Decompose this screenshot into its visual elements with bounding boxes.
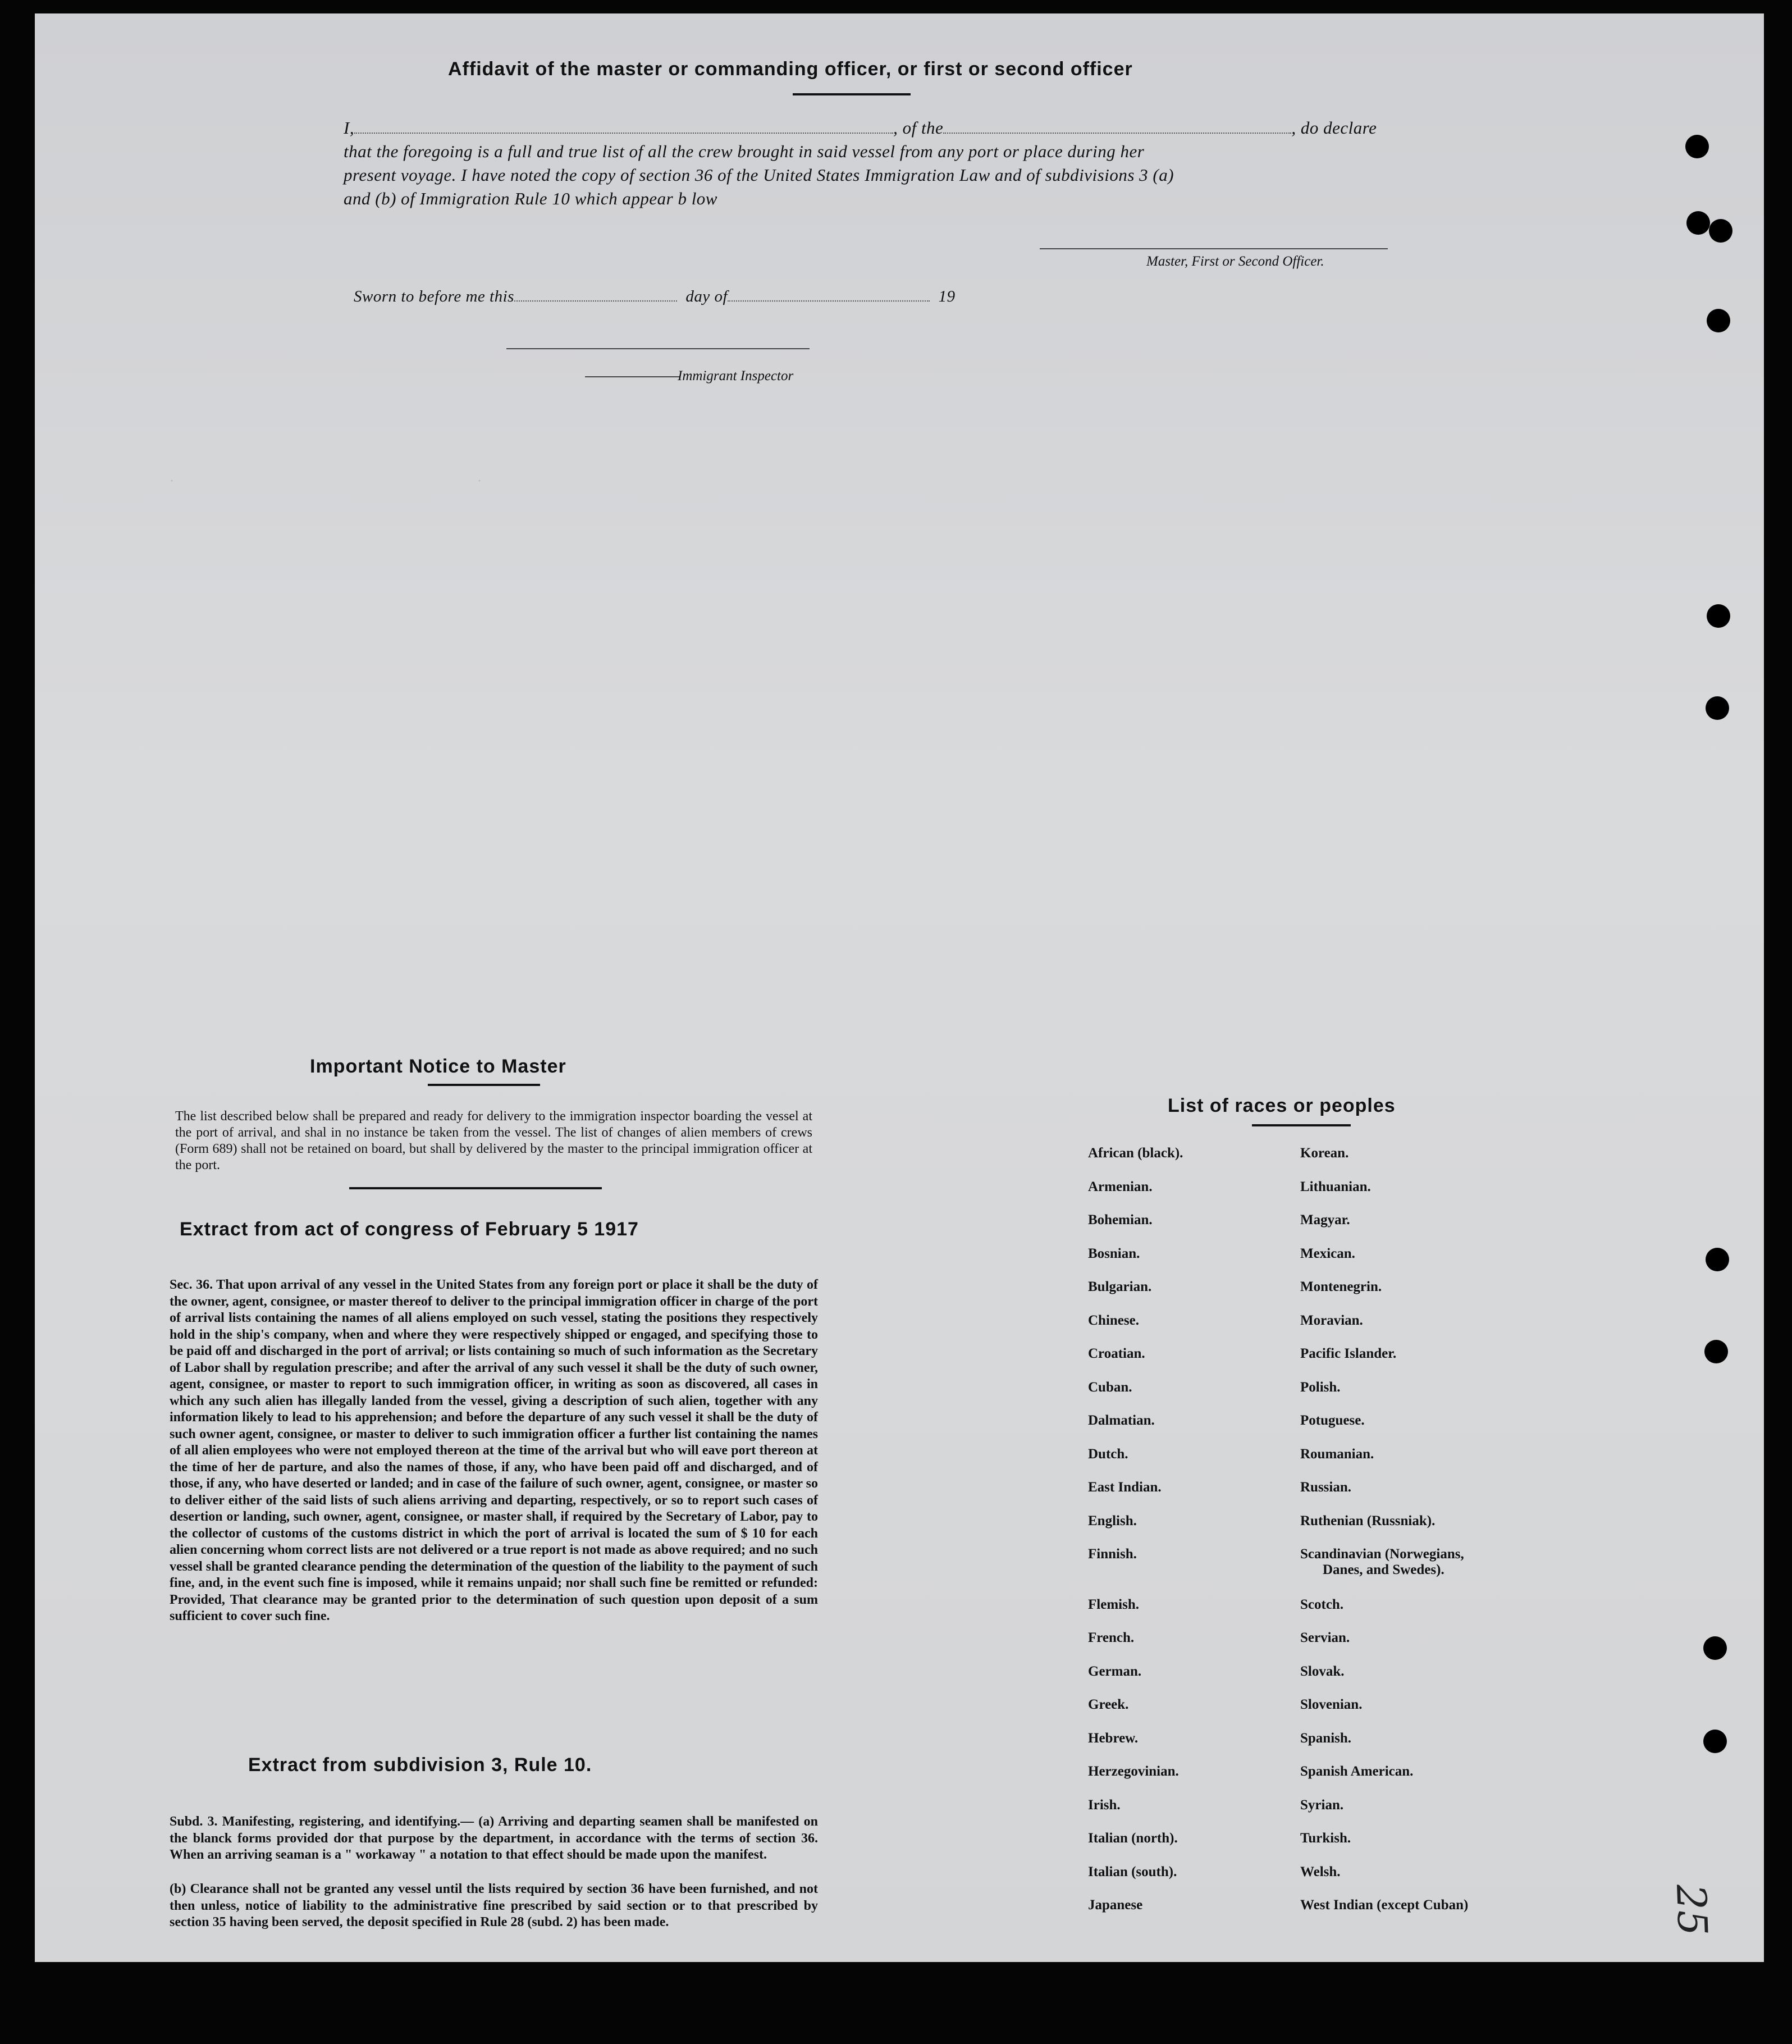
race-item: Bulgarian. xyxy=(1088,1279,1152,1294)
binder-hole xyxy=(1685,135,1709,158)
race-item: Servian. xyxy=(1300,1630,1350,1645)
sworn-day-blank[interactable] xyxy=(514,300,677,302)
race-item: Welsh. xyxy=(1300,1864,1341,1879)
race-item: Irish. xyxy=(1088,1797,1121,1813)
inspector-signature-line[interactable] xyxy=(506,348,810,349)
race-item: Scandinavian (Norwegians, xyxy=(1300,1546,1464,1562)
extract-act-heading: Extract from act of congress of February 5 1917 xyxy=(180,1219,639,1240)
extract-act-body: Sec. 36. That upon arrival of any vessel in the United States from any foreign port or place it shall be the duty of the owner, agent, consignee, or master thereof to deliver to the principal immigration officer in charge of the port of arrival lists containing the names of all aliens employed on such vessel, stating the positions they respectively hold in the ship's company, when and where they were respectively shipped or engaged, and specifying those to be paid off and discharged in the port of arrival; or lists containing so much of such information as the Secretary of Labor shall by regulation prescribe; and after the arrival of any such vessel it shall be the duty of such owner, agent, consignee, or master to report to such immigration officer, in writing as soon as discovered, all cases in which any such alien has illegally landed from the vessel, giving a description of such alien, together with any information likely to lead to his apprehension; and before the departure of any such vessel it shall be the duty of such owner agent, consignee, or master to deliver to such immigration officer a further list containing the names of all alien employees who were not employed thereon at the time of the arrival but who will eave port thereon at the time of her de parture, and also the names of those, if any, who have been paid off and discharged, and of those, if any, who have deserted or landed; and in case of the failure of such owner, agent, consignee, or master so to deliver either of the said lists of such aliens arriving and departing, respectively, or so to report such cases of desertion or landing, such owner, agent, consignee, or master shall, if required by the Secretary of Labor, pay to the collector of customs of the customs district in which the port of arrival is located the sum of $ 10 for each alien concerning whom correct lists are not delivered or a true report is not made as above required; and no such vessel shall be granted clearance pending the determination of the question of the liability to the payment of such fine, and, in the event such fine is imposed, while it remains unpaid; nor shall such fine be remitted or refunded: Provided, That clearance may be granted prior to the determination of such question upon deposit of a sum sufficient to cover such fine. xyxy=(170,1278,818,1623)
sworn-month-blank[interactable] xyxy=(728,300,930,302)
race-item: Scotch. xyxy=(1300,1596,1344,1612)
race-item: Bosnian. xyxy=(1088,1245,1140,1261)
binder-hole xyxy=(1706,696,1729,720)
race-item: Japanese xyxy=(1088,1897,1143,1913)
affidavit-of-the: , of the xyxy=(893,118,944,138)
race-item: Finnish. xyxy=(1088,1546,1137,1562)
race-item: West Indian (except Cuban) xyxy=(1300,1897,1469,1913)
affidavit-line-1 xyxy=(344,118,1377,138)
manifest-sheet-back xyxy=(35,13,1764,1962)
inspector-signature-line-2 xyxy=(585,376,680,377)
notice-heading-rule xyxy=(428,1084,540,1086)
affidavit-i: I, xyxy=(344,118,355,138)
sworn-text: Sworn to before me this xyxy=(354,288,514,305)
binder-hole xyxy=(1709,219,1732,243)
page-number: 25 xyxy=(1667,1883,1717,1937)
race-item: Slovak. xyxy=(1300,1663,1345,1679)
bleed-through-text: · · xyxy=(170,474,482,489)
sworn-year: 19 xyxy=(938,288,956,305)
affidavit-heading-rule xyxy=(793,93,911,95)
race-item: Croatian. xyxy=(1088,1346,1145,1361)
affidavit-heading: Affidavit of the master or commanding officer, or first or second officer xyxy=(448,58,1133,80)
race-item: Bohemian. xyxy=(1088,1212,1153,1228)
race-item: Spanish American. xyxy=(1300,1764,1414,1779)
race-item: African (black). xyxy=(1088,1146,1183,1161)
binder-hole xyxy=(1703,1636,1727,1660)
race-item: Polish. xyxy=(1300,1379,1341,1395)
binder-hole xyxy=(1704,1340,1728,1363)
race-item: Flemish. xyxy=(1088,1596,1139,1612)
race-item: Italian (north). xyxy=(1088,1831,1178,1846)
race-item: Mexican. xyxy=(1300,1245,1355,1261)
race-item: Armenian. xyxy=(1088,1179,1153,1194)
master-signature-label: Master, First or Second Officer. xyxy=(1146,254,1324,269)
extract-rule-body-a: Subd. 3. Manifesting, registering, and identifying.— (a) Arriving and departing seamen shall be manifested on the blanck forms provided dor that purpose by the department, in accordance with the terms of section 36. When an arriving seaman is a " workaway " a notation to that effect should be made upon the manifest. xyxy=(170,1814,818,1862)
race-item: Turkish. xyxy=(1300,1831,1351,1846)
race-item: Ruthenian (Russniak). xyxy=(1300,1513,1436,1529)
binder-hole xyxy=(1707,604,1730,628)
race-item: Dalmatian. xyxy=(1088,1413,1155,1428)
race-item: Russian. xyxy=(1300,1480,1352,1495)
race-item: Pacific Islander. xyxy=(1300,1346,1397,1361)
sworn-line xyxy=(354,288,956,306)
race-item: Moravian. xyxy=(1300,1312,1363,1328)
binder-hole xyxy=(1706,1248,1729,1271)
binder-hole xyxy=(1703,1730,1727,1753)
separator-rule xyxy=(349,1187,602,1189)
race-item: Dutch. xyxy=(1088,1446,1128,1462)
binder-hole xyxy=(1707,309,1730,332)
race-item: Roumanian. xyxy=(1300,1446,1374,1462)
race-item: Danes, and Swedes). xyxy=(1323,1562,1444,1577)
race-item: Italian (south). xyxy=(1088,1864,1177,1879)
race-item: Chinese. xyxy=(1088,1312,1139,1328)
notice-heading: Important Notice to Master xyxy=(310,1056,566,1077)
affidavit-line-3: present voyage. I have noted the copy of section 36 of the United States Immigration Law and of subdivisions 3 (a) xyxy=(344,165,1174,185)
notice-body: The list described below shall be prepared and ready for delivery to the immigration inspector boarding the vessel at the port of arrival, and shal in no instance be taken from the vessel. The list of changes of alien members of crews (Form 689) shall not be retained on board, but shall by delivered by the master to the principal immigration officer at the port. xyxy=(175,1109,812,1172)
affidavit-line-4: and (b) of Immigration Rule 10 which appear b low xyxy=(344,189,717,208)
race-item: Lithuanian. xyxy=(1300,1179,1371,1194)
race-item: Magyar. xyxy=(1300,1212,1350,1228)
race-item: Herzegovinian. xyxy=(1088,1764,1179,1779)
race-item: Syrian. xyxy=(1300,1797,1344,1813)
affidavit-do-declare: , do declare xyxy=(1291,118,1377,138)
race-item: East Indian. xyxy=(1088,1480,1162,1495)
extract-rule-body-b: (b) Clearance shall not be granted any vessel until the lists required by section 36 have been furnished, and not then unless, notice of liability to the administrative fine prescribed by said section or to that prescribed by section 35 having been served, the deposit specified in Rule 28 (subd. 2) has been made. xyxy=(170,1882,818,1929)
race-item: Slovenian. xyxy=(1300,1697,1363,1712)
races-heading: List of races or peoples xyxy=(1168,1095,1396,1116)
vessel-blank[interactable] xyxy=(943,133,1291,134)
affidavit-line-2: that the foregoing is a full and true list of all the crew brought in said vessel from any port or place during her xyxy=(344,142,1145,161)
extract-rule-heading: Extract from subdivision 3, Rule 10. xyxy=(248,1754,592,1776)
race-item: Montenegrin. xyxy=(1300,1279,1382,1294)
race-item: Greek. xyxy=(1088,1697,1129,1712)
race-item: Hebrew. xyxy=(1088,1730,1139,1746)
name-blank[interactable] xyxy=(354,133,893,134)
race-item: Korean. xyxy=(1300,1146,1349,1161)
race-item: German. xyxy=(1088,1663,1142,1679)
sworn-day-of: day of xyxy=(685,288,728,305)
race-item: French. xyxy=(1088,1630,1135,1645)
race-item: Cuban. xyxy=(1088,1379,1132,1395)
race-item: English. xyxy=(1088,1513,1137,1529)
race-item: Spanish. xyxy=(1300,1730,1352,1746)
inspector-label: Immigrant Inspector xyxy=(678,368,794,384)
master-signature-line[interactable] xyxy=(1040,248,1388,249)
races-heading-rule xyxy=(1252,1124,1351,1126)
race-item: Potuguese. xyxy=(1300,1413,1365,1428)
binder-hole xyxy=(1686,211,1710,235)
